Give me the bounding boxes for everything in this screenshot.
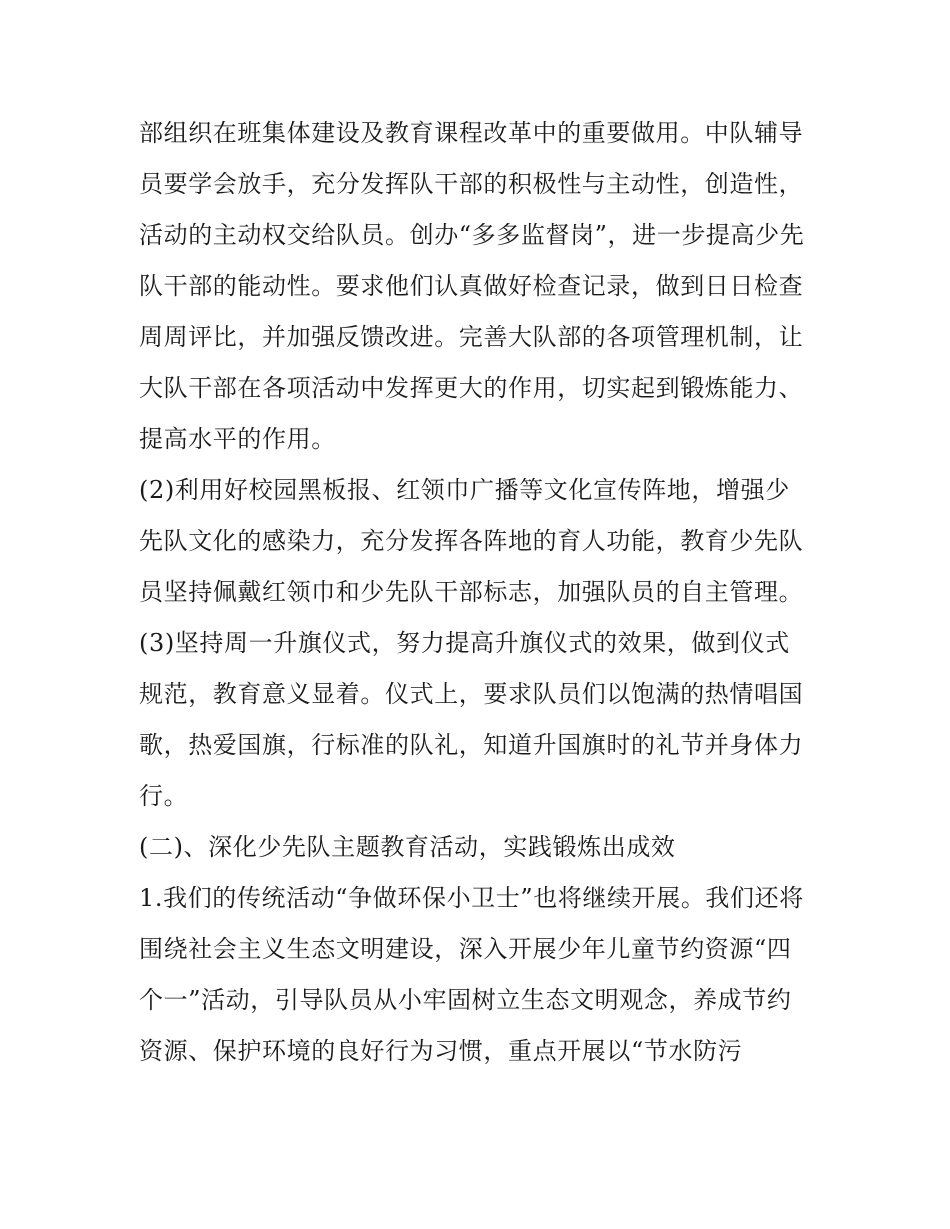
text-line: 周周评比，并加强反馈改进。完善大队部的各项管理机制，让 (139, 323, 804, 351)
text-line: 先队文化的感染力，充分发挥各阵地的育人功能，教育少先队 (139, 527, 804, 555)
text-line: 歌，热爱国旗，行标准的队礼，知道升国旗时的礼节并身体力 (139, 731, 804, 759)
text-line: 行。 (139, 782, 189, 810)
text-line: 1.我们的传统活动“争做环保小卫士”也将继续开展。我们还将 (139, 884, 804, 912)
text-line: 个一”活动，引导队员从小牢固树立生态文明观念，养成节约 (139, 986, 792, 1014)
text-line: 大队干部在各项活动中发挥更大的作用，切实起到锻炼能力、 (139, 374, 804, 402)
text-line: 规范，教育意义显着。仪式上，要求队员们以饱满的热情唱国 (139, 680, 804, 708)
text-line: 员要学会放手，充分发挥队干部的积极性与主动性，创造性， (139, 170, 804, 198)
text-line: 资源、保护环境的良好行为习惯，重点开展以“节水防污 (139, 1037, 743, 1065)
text-line: 围绕社会主义生态文明建设，深入开展少年儿童节约资源“四 (139, 935, 792, 963)
section-heading: (二)、深化少先队主题教育活动，实践锻炼出成效 (139, 833, 676, 861)
text-line: (2)利用好校园黑板报、红领巾广播等文化宣传阵地，增强少 (139, 476, 790, 504)
text-line: 活动的主动权交给队员。创办“多多监督岗”，进一步提高少先 (139, 221, 805, 249)
text-line: 员坚持佩戴红领巾和少先队干部标志，加强队员的自主管理。 (139, 578, 804, 606)
text-line: 队干部的能动性。要求他们认真做好检查记录，做到日日检查 (139, 272, 804, 300)
text-line: 提高水平的作用。 (139, 425, 336, 453)
text-line: 部组织在班集体建设及教育课程改革中的重要做用。中队辅导 (139, 119, 804, 147)
document-body (139, 108, 819, 1077)
text-line: (3)坚持周一升旗仪式，努力提高升旗仪式的效果，做到仪式 (139, 629, 790, 657)
